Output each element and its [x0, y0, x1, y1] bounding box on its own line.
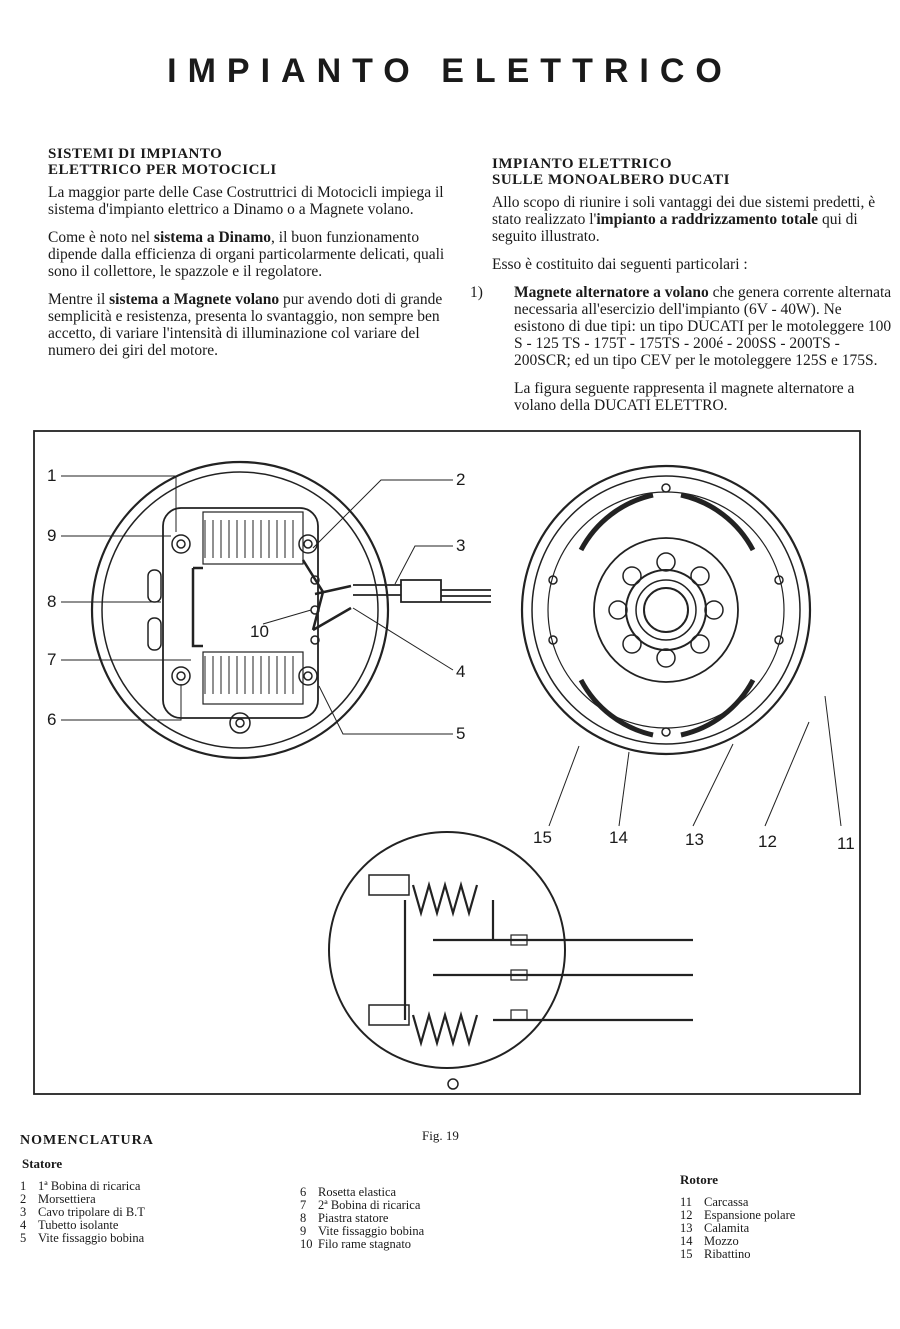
- right-column: [470, 156, 892, 425]
- statore-title: Statore: [22, 1156, 63, 1171]
- legend-item: 6 Rosetta elastica: [300, 1185, 397, 1199]
- legend-item: 9 Vite fissaggio bobina: [300, 1224, 425, 1238]
- left-paragraph-2: Come è noto nel sistema a Dinamo, il buon funzionamento dipende dalla efficienza di organi particolarmente delicati, quali sono il collettore, le spazzole e il regolatore.: [48, 229, 445, 280]
- figure-frame: [34, 431, 860, 1094]
- legend-item: 1 1ª Bobina di ricarica: [20, 1179, 141, 1193]
- legend-item: 15 Ribattino: [680, 1247, 751, 1261]
- legend-item: 4 Tubetto isolante: [20, 1218, 119, 1232]
- wiring-drawing: [329, 832, 693, 1089]
- rotore-title: Rotore: [680, 1172, 719, 1187]
- figure-19-diagram: [33, 430, 861, 1095]
- rotore-legend: [680, 1196, 795, 1261]
- left-heading-line1: SISTEMI DI IMPIANTO: [48, 146, 223, 162]
- callout-4: 4: [456, 662, 466, 681]
- left-heading: [48, 146, 448, 178]
- callout-15: 15: [533, 828, 552, 847]
- statore-legend-a: [20, 1180, 145, 1245]
- legend-item: 13 Calamita: [680, 1221, 750, 1235]
- legend-item: 12 Espansione polare: [680, 1208, 796, 1222]
- callout-6: 6: [47, 710, 57, 729]
- callout-10: 10: [250, 622, 269, 641]
- legend-item: 10 Filo rame stagnato: [300, 1237, 412, 1251]
- legend-item: 11 Carcassa: [680, 1195, 749, 1209]
- right-paragraph-2: Esso è costituito dai seguenti particolari :: [492, 256, 748, 273]
- right-paragraph-1: Allo scopo di riunire i soli vantaggi dei due sistemi predetti, è stato realizzato l'impianto a raddrizzamento totale qui di seguito illustrato.: [492, 194, 876, 245]
- legend-item: 3 Cavo tripolare di B.T: [20, 1205, 145, 1219]
- callout-14: 14: [609, 828, 628, 847]
- rotor-drawing: [522, 466, 810, 754]
- callout-12: 12: [758, 832, 777, 851]
- left-paragraph-1: La maggior parte delle Case Costruttrici di Motocicli impiega il sistema d'impianto elettrico a Dinamo o a Magnete volano.: [48, 184, 444, 218]
- callout-7: 7: [47, 650, 57, 669]
- callout-13: 13: [685, 830, 704, 849]
- callout-8: 8: [47, 592, 57, 611]
- callout-1: 1: [47, 466, 57, 485]
- right-heading-line2: SULLE MONOALBERO DUCATI: [492, 172, 730, 188]
- figure-caption: Fig. 19: [422, 1128, 459, 1143]
- legend-item: 5 Vite fissaggio bobina: [20, 1231, 145, 1245]
- left-column: [48, 146, 448, 370]
- callout-5: 5: [456, 724, 466, 743]
- right-heading-line1: IMPIANTO ELETTRICO: [492, 156, 673, 172]
- stator-drawing: [92, 462, 491, 758]
- legend-item: 2 Morsettiera: [20, 1192, 96, 1206]
- legend-item: 7 2ª Bobina di ricarica: [300, 1198, 421, 1212]
- callout-11: 11: [837, 834, 855, 853]
- right-heading: [492, 156, 892, 188]
- legend-item: 8 Piastra statore: [300, 1211, 389, 1225]
- right-list-item-1: 1) Magnete alternatore a volano che genera corrente alternata necessaria all'esercizio dell'impianto (6V - 40W). Ne esistono di due tipi: un tipo DUCATI per le motoleggere 100 S - 125 TS - 175T - 175TS - 200é - 200SS - 200TS - 200SCR; ed un tipo CEV per le motoleggere 125S e 175S.: [470, 284, 892, 369]
- right-paragraph-3: La figura seguente rappresenta il magnete alternatore a volano della DUCATI ELETTRO.: [514, 380, 855, 414]
- callout-9: 9: [47, 526, 57, 545]
- legend-item: 14 Mozzo: [680, 1234, 739, 1248]
- statore-legend-b: [300, 1186, 424, 1251]
- left-heading-line2: ELETTRICO PER MOTOCICLI: [48, 162, 277, 178]
- callout-leaders: [61, 476, 841, 826]
- callout-3: 3: [456, 536, 466, 555]
- callout-2: 2: [456, 470, 466, 489]
- page-title: IMPIANTO ELETTRICO: [167, 52, 733, 90]
- left-paragraph-3: Mentre il sistema a Magnete volano pur avendo doti di grande semplicità e resistenza, presenta lo svantaggio, non sempre ben accetto, di variare l'intensità di illuminazione col variare del numero dei giri del motore.: [48, 291, 443, 359]
- nomenclature-title: NOMENCLATURA: [20, 1133, 154, 1148]
